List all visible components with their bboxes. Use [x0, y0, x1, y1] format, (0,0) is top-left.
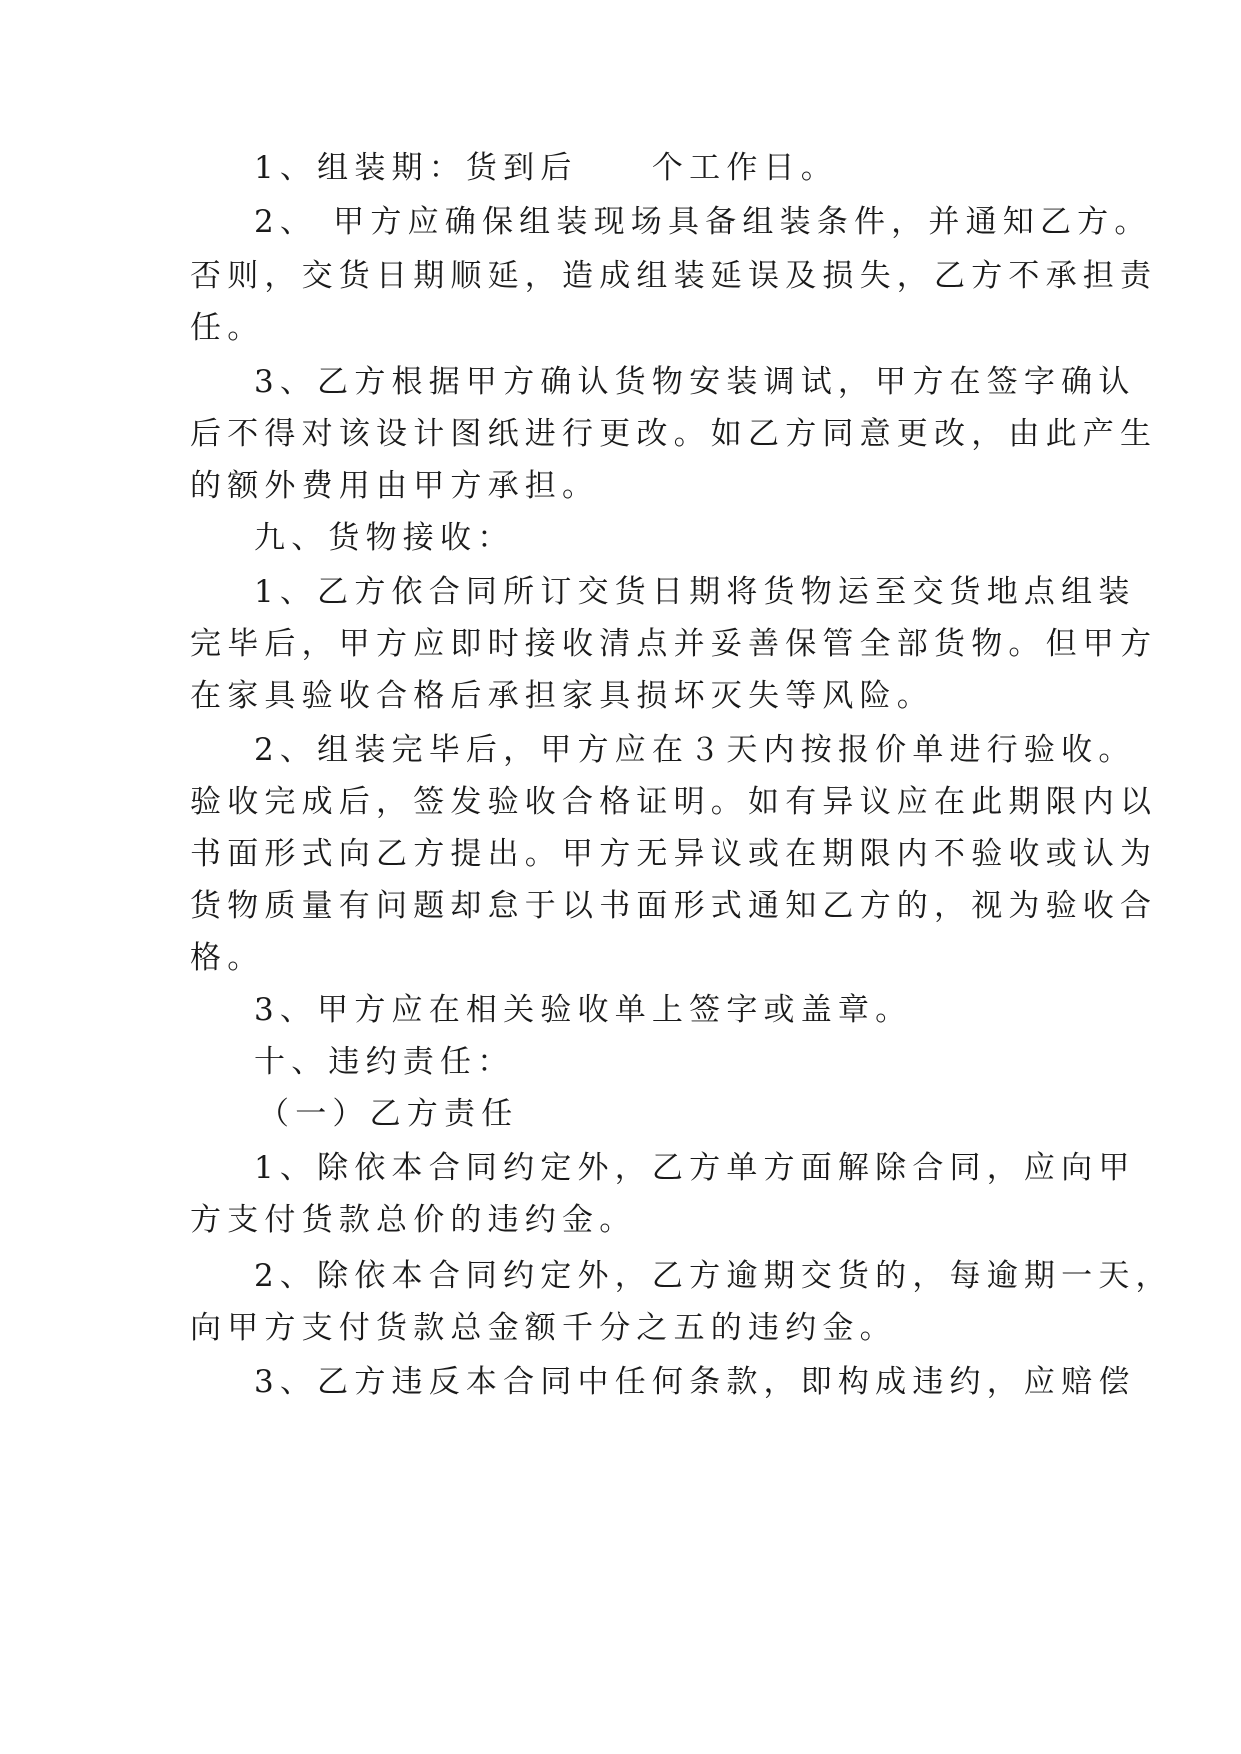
text-line: 货物质量有问题却怠于以书面形式通知乙方的，视为验收合: [190, 888, 1158, 924]
clause-acceptance: 2、组装完毕后，甲方应在３天内按报价单进行验收。: [254, 732, 1136, 768]
subsection-heading-party-b: （一）乙方责任: [258, 1096, 519, 1132]
section-heading-breach: 十、违约责任：: [254, 1044, 515, 1080]
text-line: 后不得对该设计图纸进行更改。如乙方同意更改，由此产生: [190, 416, 1158, 452]
text-line: 验收完成后，签发验收合格证明。如有异议应在此期限内以: [190, 784, 1158, 820]
text-line: 否则，交货日期顺延，造成组装延误及损失，乙方不承担责: [190, 258, 1158, 294]
text-line: 在家具验收合格后承担家具损坏灭失等风险。: [190, 678, 934, 714]
clause-signature: 3、甲方应在相关验收单上签字或盖章。: [254, 992, 913, 1028]
text-line: 方支付货款总价的违约金。: [190, 1202, 637, 1238]
clause-assembly-period: 1、组装期：货到后 个工作日。: [254, 150, 838, 186]
clause-assembly-conditions: 2、 甲方应确保组装现场具备组装条件，并通知乙方。: [254, 204, 1152, 240]
text-line: 向甲方支付货款总金额千分之五的违约金。: [190, 1310, 897, 1346]
text-line: 书面形式向乙方提出。甲方无异议或在期限内不验收或认为: [190, 836, 1158, 872]
clause-delivery: 1、乙方依合同所订交货日期将货物运至交货地点组装: [254, 574, 1136, 610]
text-line: 的额外费用由甲方承担。: [190, 468, 600, 504]
clause-late-delivery: 2、除依本合同约定外，乙方逾期交货的，每逾期一天，: [254, 1258, 1173, 1294]
section-heading-goods-receipt: 九、货物接收：: [254, 520, 515, 556]
text-line: 格。: [190, 940, 265, 976]
text-line: 任。: [190, 310, 265, 346]
clause-termination: 1、除依本合同约定外，乙方单方面解除合同，应向甲: [254, 1150, 1136, 1186]
clause-design-confirm: 3、乙方根据甲方确认货物安装调试，甲方在签字确认: [254, 364, 1136, 400]
clause-violation: 3、乙方违反本合同中任何条款，即构成违约，应赔偿: [254, 1364, 1136, 1400]
text-line: 完毕后，甲方应即时接收清点并妥善保管全部货物。但甲方: [190, 626, 1158, 662]
